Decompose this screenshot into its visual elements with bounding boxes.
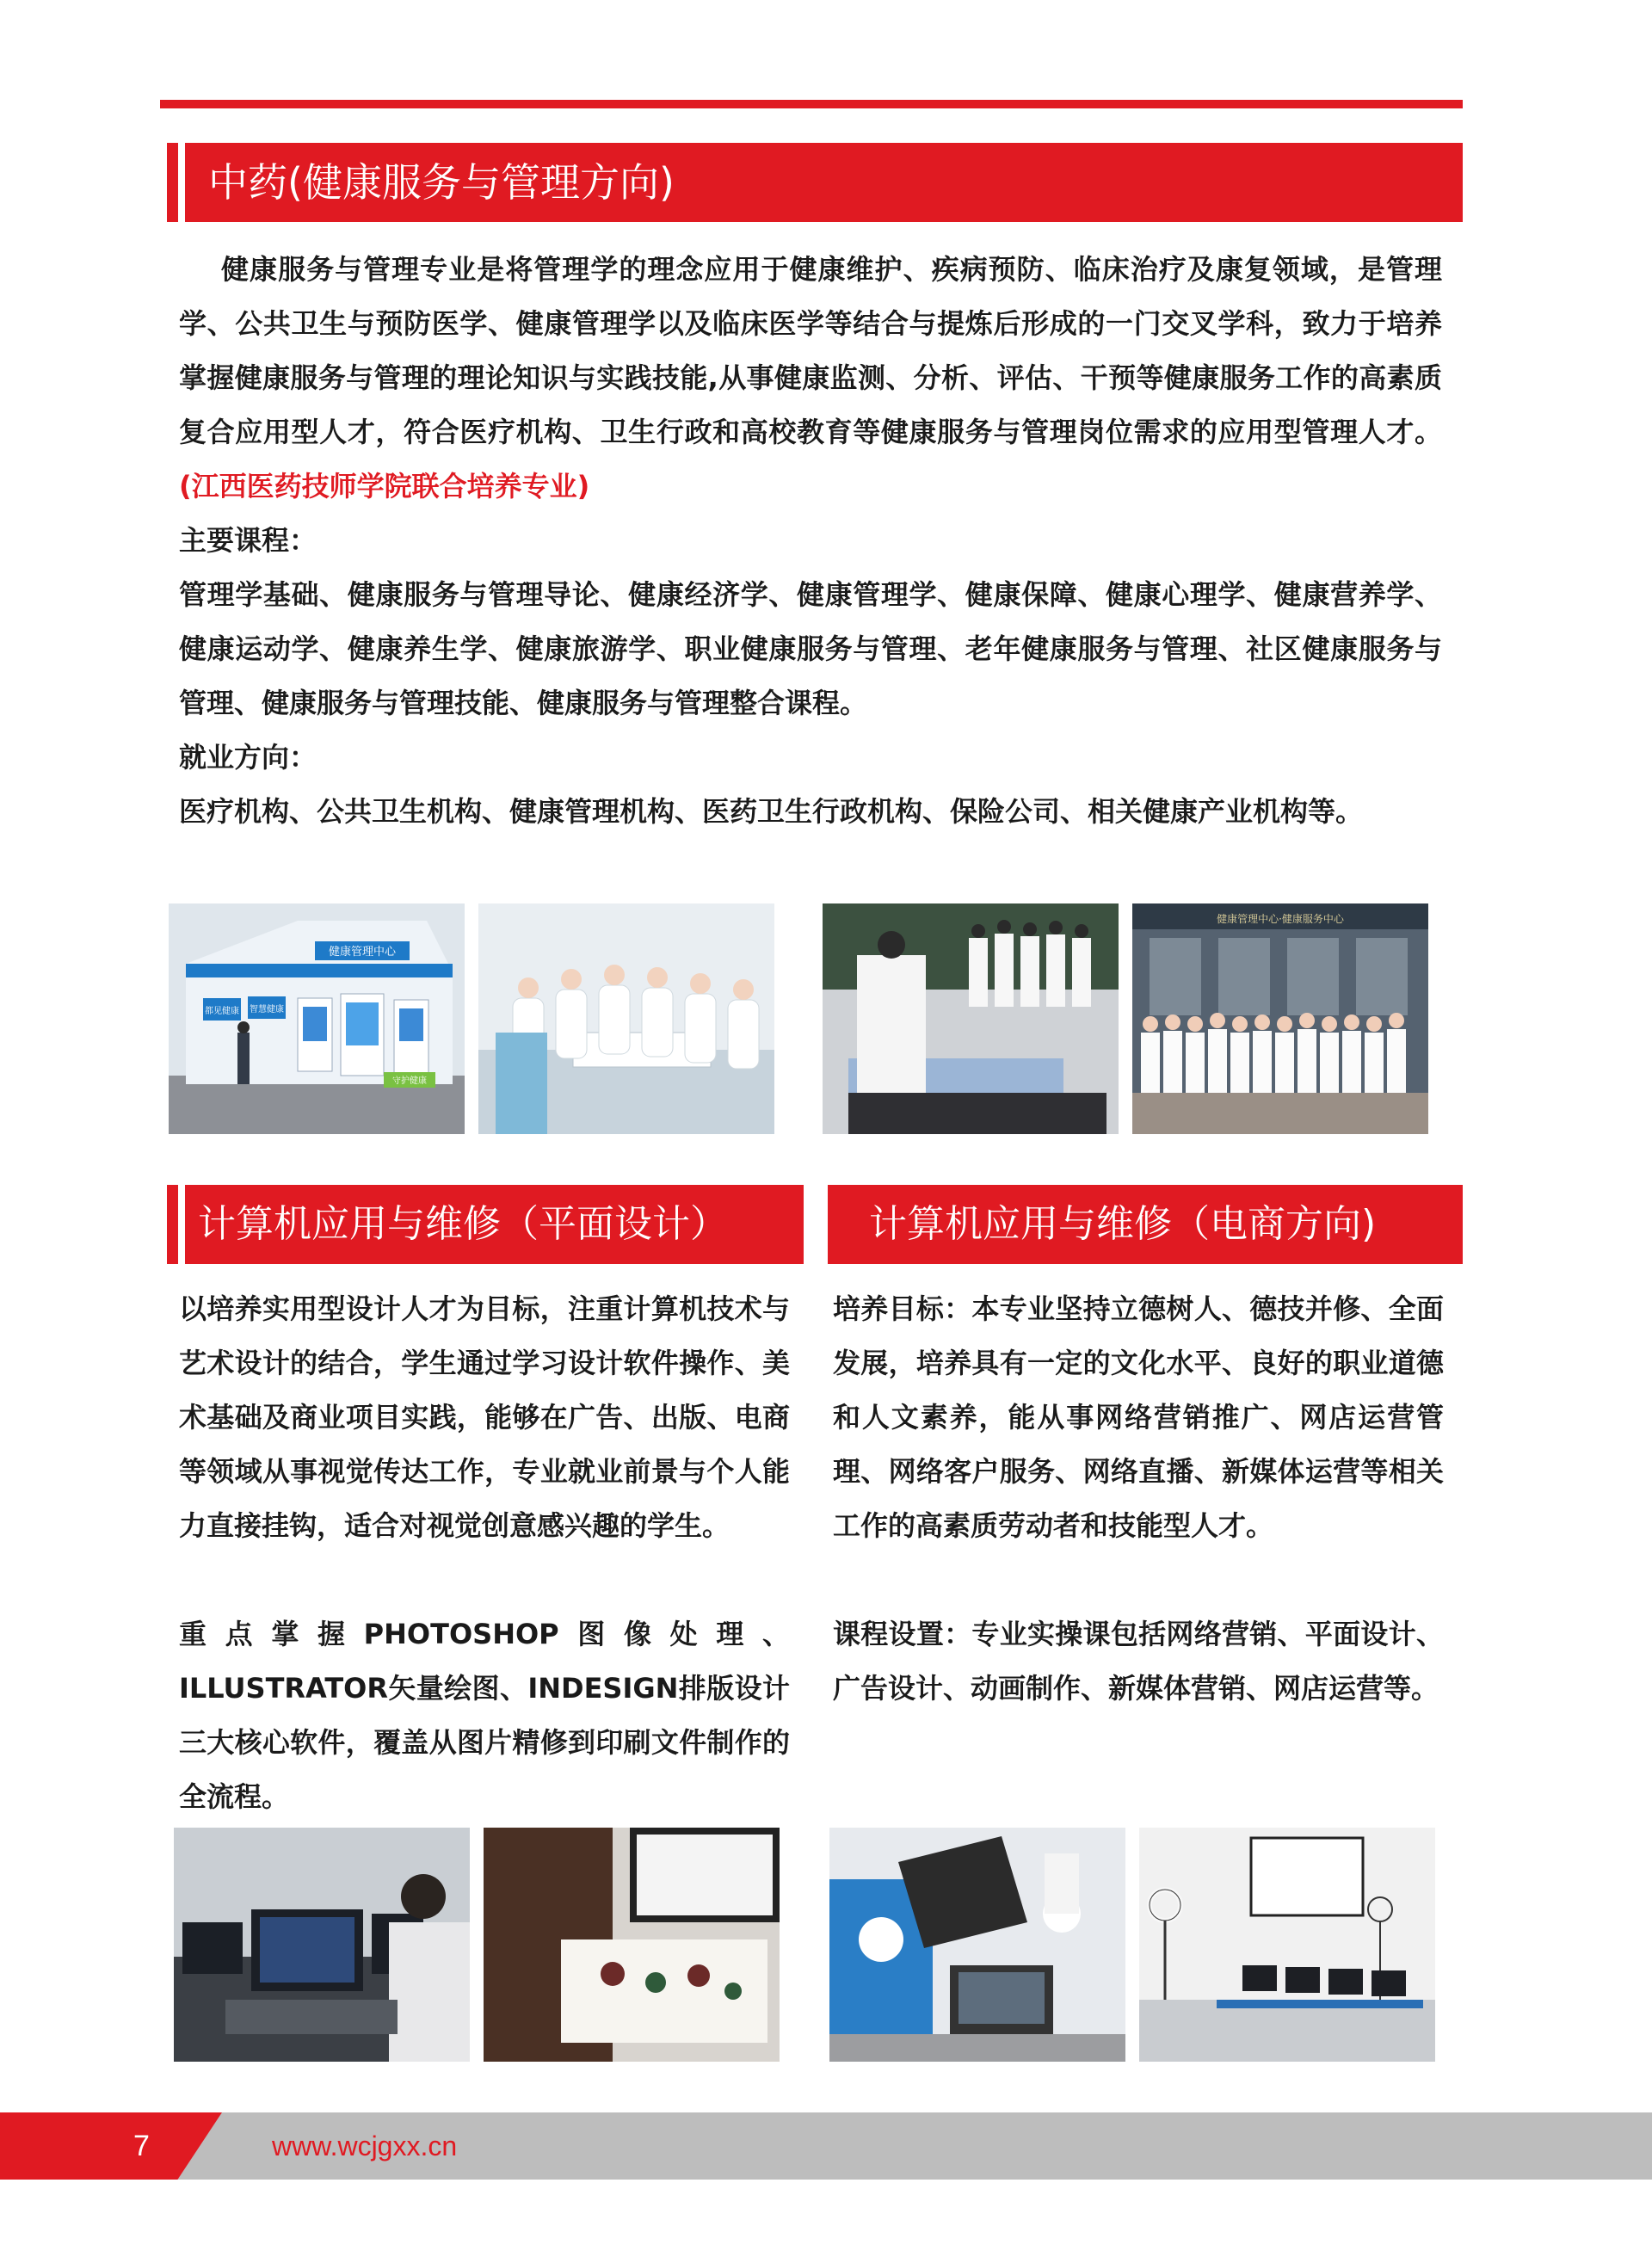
photo-design-work (484, 1828, 780, 2062)
section-banner-graphic-design (167, 1185, 804, 1264)
photo-livestream-room (1139, 1828, 1435, 2062)
courses-label: 主要课程： (179, 524, 317, 557)
photo-computer-lab (174, 1828, 470, 2062)
section-title: 中药(健康服务与管理方向) (208, 159, 675, 206)
photo-green-sign-text: 守护健康 (392, 1076, 427, 1086)
joint-program-note: (江西医药技师学院联合培养专业) (179, 470, 590, 503)
photo-nursing-training (478, 903, 774, 1134)
photo-board-text-2: 智慧健康 (250, 1005, 284, 1014)
section-title: 计算机应用与维修（平面设计） (198, 1202, 728, 1246)
photo-group-building (1132, 903, 1428, 1134)
photo-building-text: 健康管理中心·健康服务中心 (1217, 913, 1344, 925)
section-banner-health (167, 143, 1463, 222)
top-red-rule (160, 100, 1463, 108)
photo-health-center-kiosks (169, 903, 465, 1134)
section-title: 计算机应用与维修（电商方向) (869, 1202, 1377, 1246)
graphic-design-paragraph-1: 以培养实用型设计人才为目标，注重计算机技术与艺术设计的结合，学生通过学习设计软件操作、美术基础及商业项目实践，能够在广告、出版、电商等领域从事视觉传达工作，专业就业前景与个人能力直接挂钩，适合对视觉创意感兴趣的学生。 (179, 1292, 790, 1542)
courses-paragraph: 管理学基础、健康服务与管理导论、健康经济学、健康管理学、健康保障、健康心理学、健康营养学、健康运动学、健康养生学、健康旅游学、职业健康服务与管理、老年健康服务与管理、社区健康服务与管理、健康服务与管理技能、健康服务与管理整合课程。 (179, 578, 1442, 719)
photo-clinical-practice (823, 903, 1119, 1134)
ecommerce-paragraph-1: 培养目标：本专业坚持立德树人、德技并修、全面发展，培养具有一定的文化水平、良好的职业道德和人文素养，能从事网络营销推广、网店运营管理、网络客户服务、网络直播、新媒体运营等相关工作的高素质劳动者和技能型人才。 (833, 1292, 1444, 1542)
graphic-design-paragraph-2: 重点掌握PHOTOSHOP图像处理、ILLUSTRATOR矢量绘图、INDESIGN排版设计三大核心软件，覆盖从图片精修到印刷文件制作的全流程。 (179, 1618, 790, 1813)
footer-bar (0, 2112, 1652, 2180)
photo-board-text-1: 都见健康 (205, 1007, 239, 1016)
photo-photo-studio (829, 1828, 1125, 2062)
page-number: 7 (133, 2130, 150, 2162)
banner-accent-mark (167, 1185, 185, 1264)
banner-accent-mark (167, 143, 185, 222)
website-url: www.wcjgxx.cn (272, 2131, 458, 2161)
section-banner-ecommerce (828, 1185, 1463, 1264)
ecommerce-paragraph-2: 课程设置：专业实操课包括网络营销、平面设计、广告设计、动画制作、新媒体营销、网店运营等。 (833, 1618, 1444, 1705)
intro-paragraph: 健康服务与管理专业是将管理学的理念应用于健康维护、疾病预防、临床治疗及康复领域，是管理学、公共卫生与预防医学、健康管理学以及临床医学等结合与提炼后形成的一门交叉学科，致力于培养掌握健康服务与管理的理论知识与实践技能,从事健康监测、分析、评估、干预等健康服务工作的高素质复合应用型人才，符合医疗机构、卫生行政和高校教育等健康服务与管理岗位需求的应用型管理人才。(江西医药技师学院联合培养专业) (179, 253, 1442, 503)
jobs-label: 就业方向： (179, 741, 317, 774)
photo-sign-text: 健康管理中心 (328, 946, 397, 959)
jobs-paragraph: 医疗机构、公共卫生机构、健康管理机构、医药卫生行政机构、保险公司、相关健康产业机构等。 (179, 795, 1364, 828)
